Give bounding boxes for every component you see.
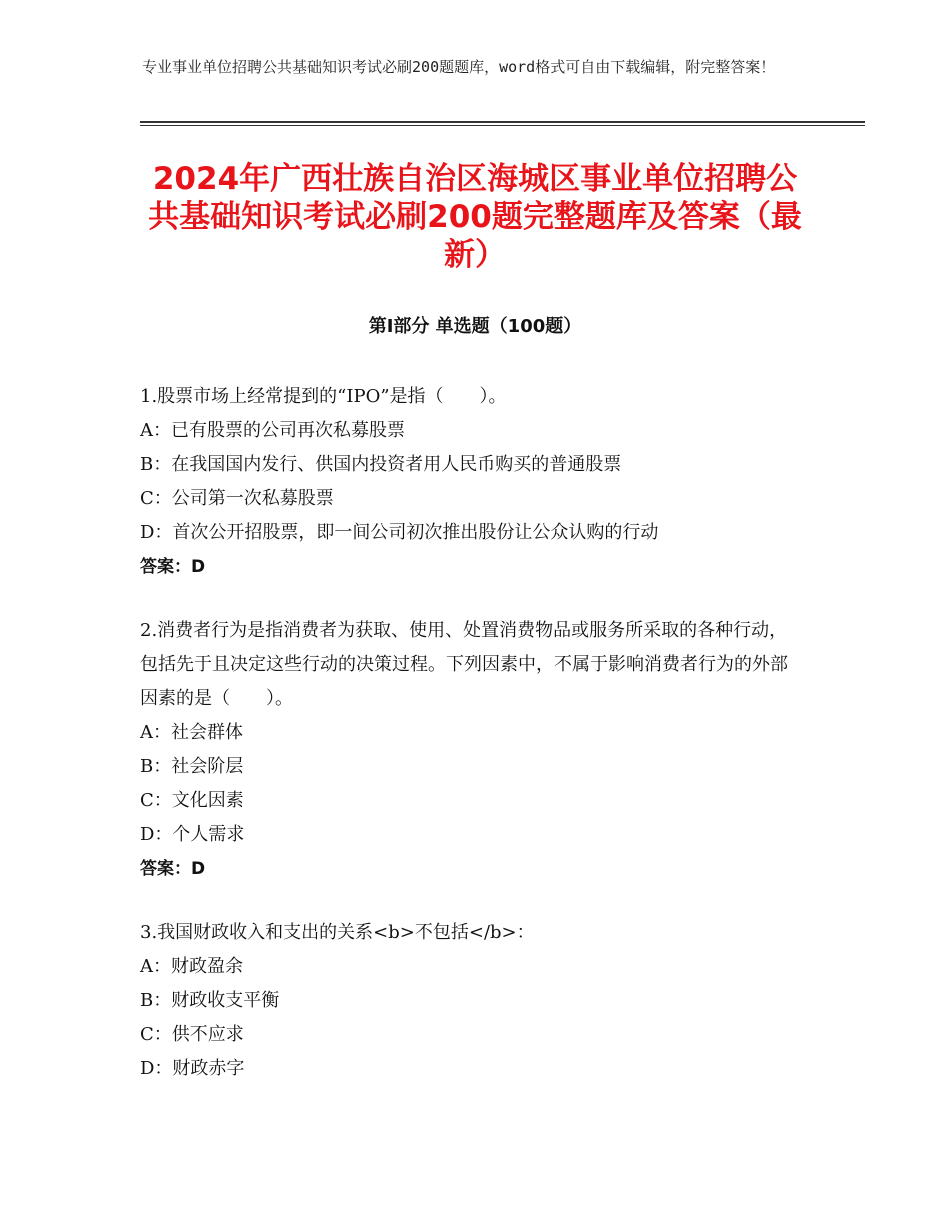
option-c: C：公司第一次私募股票	[140, 488, 334, 509]
question-1	[140, 380, 800, 584]
option-d: D：财政赤字	[140, 1058, 245, 1079]
option-a: A：财政盈余	[140, 956, 243, 977]
option-b: B：社会阶层	[140, 756, 244, 777]
question-stem: 2.消费者行为是指消费者为获取、使用、处置消费物品或服务所采取的各种行动，包括先于且决定这些行动的决策过程。下列因素中，不属于影响消费者行为的外部因素的是（ ）。	[140, 620, 788, 709]
question-3	[140, 916, 800, 1086]
option-c: C：文化因素	[140, 790, 244, 811]
question-stem: 1.股票市场上经常提到的“IPO”是指（ ）。	[140, 386, 507, 407]
header-rule-thin	[140, 125, 865, 126]
header-note: 专业事业单位招聘公共基础知识考试必刷200题题库，word格式可自由下载编辑，附完整答案！	[142, 58, 776, 76]
option-d: D：个人需求	[140, 824, 245, 845]
option-a: A：社会群体	[140, 722, 243, 743]
document-title: 2024年广西壮族自治区海城区事业单位招聘公共基础知识考试必刷200题完整题库及答案（最新）	[148, 161, 802, 273]
header-rule-thick	[140, 121, 865, 123]
question-list	[140, 380, 800, 1116]
option-a: A：已有股票的公司再次私募股票	[140, 420, 405, 441]
option-b: B：在我国国内发行、供国内投资者用人民币购买的普通股票	[140, 454, 622, 475]
question-stem: 3.我国财政收入和支出的关系<b>不包括</b>：	[140, 922, 535, 943]
option-b: B：财政收支平衡	[140, 990, 280, 1011]
answer: 答案：D	[140, 859, 206, 879]
section-title: 第Ⅰ部分 单选题（100题）	[368, 316, 582, 337]
option-c: C：供不应求	[140, 1024, 244, 1045]
answer: 答案：D	[140, 557, 206, 577]
option-d: D：首次公开招股票，即一间公司初次推出股份让公众认购的行动	[140, 522, 659, 543]
question-2	[140, 614, 800, 886]
